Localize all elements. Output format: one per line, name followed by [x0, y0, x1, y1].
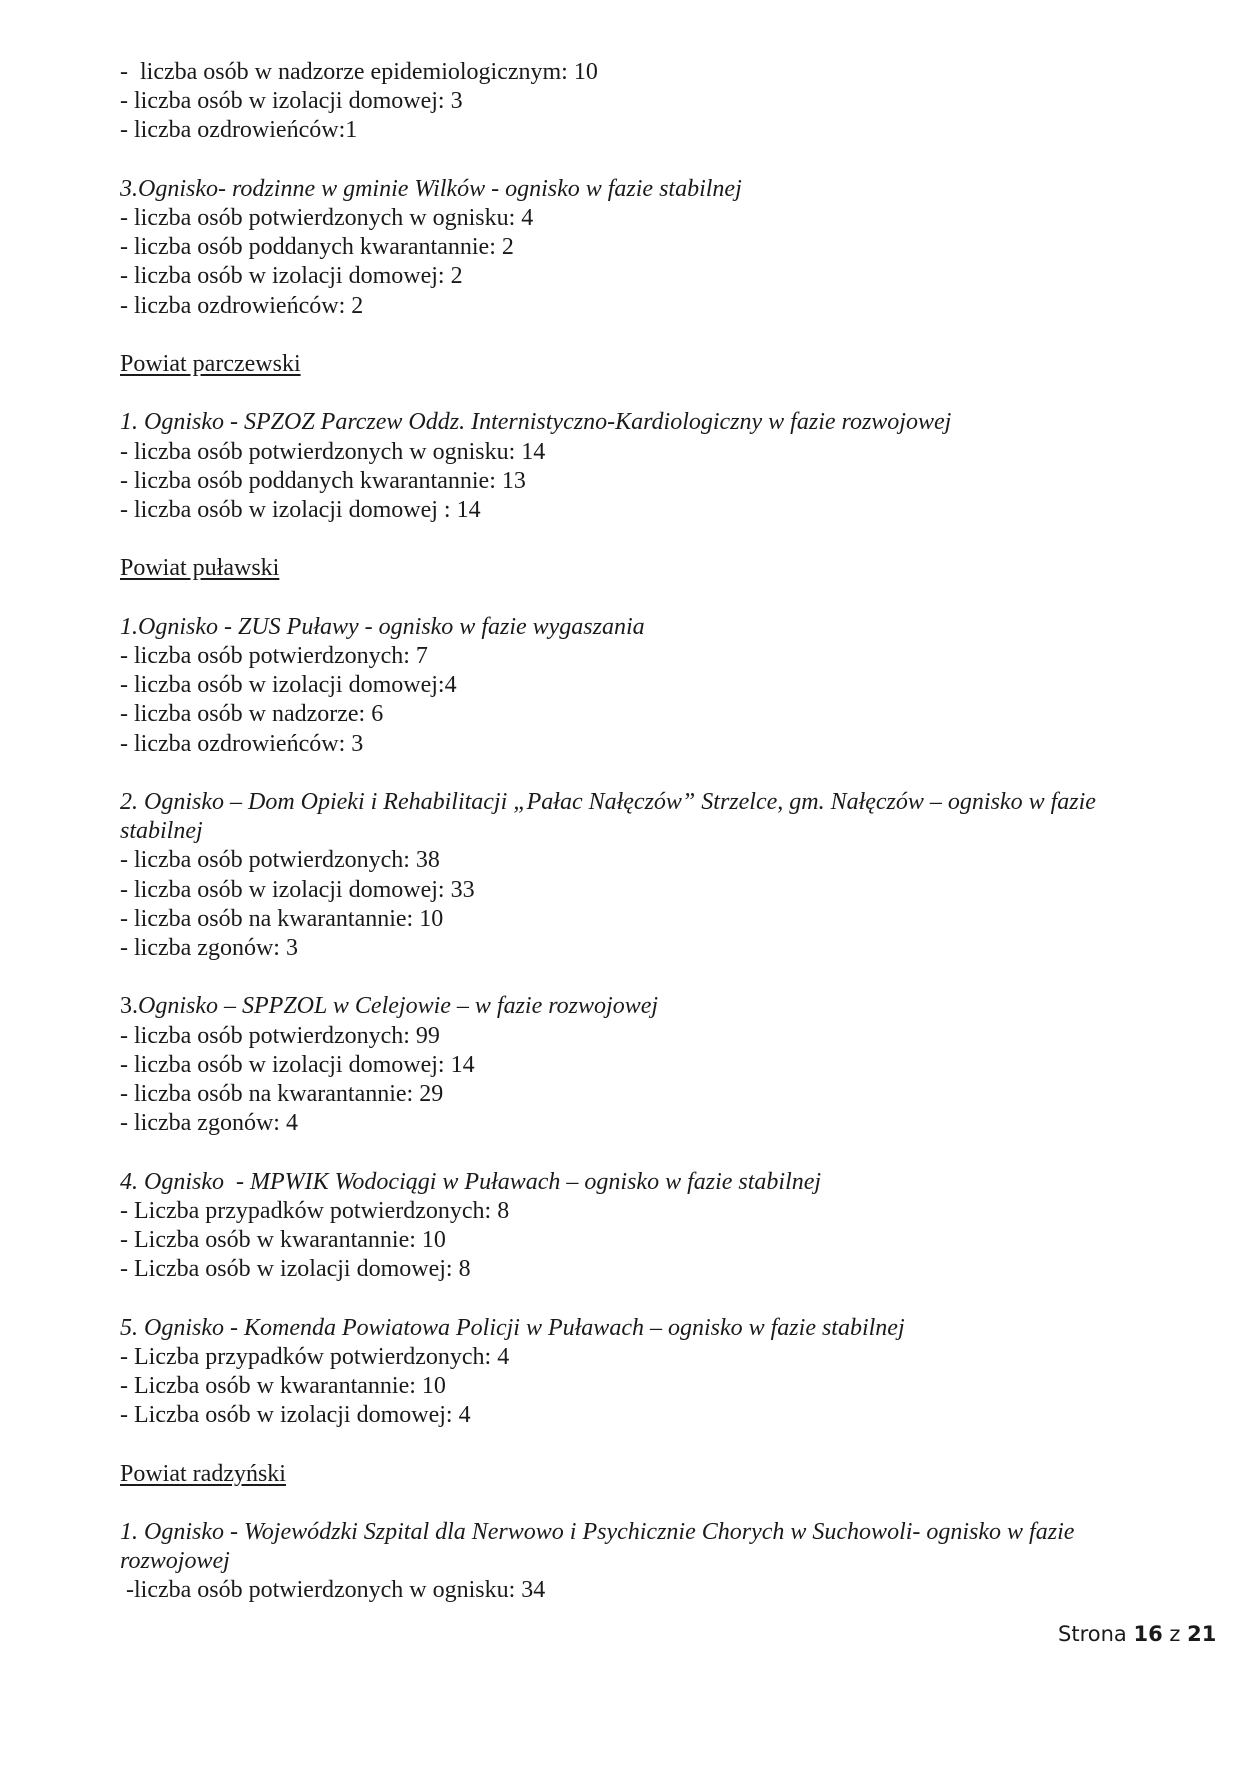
focus-zus-pulawy — [120, 613, 1160, 759]
stat-line: - liczba osób potwierdzonych: 7 — [120, 642, 428, 669]
stat-line: - liczba osób w izolacji domowej: 33 — [120, 876, 475, 903]
section-heading-pulawski: Powiat puławski — [120, 555, 280, 582]
focus-suchowola — [120, 1518, 1160, 1606]
stat-line: - liczba osób w izolacji domowej:4 — [120, 672, 457, 699]
current-page-number: 16 — [1133, 1622, 1163, 1646]
stat-line: - liczba osób poddanych kwarantannie: 13 — [120, 467, 526, 494]
focus-wilkow — [120, 175, 1160, 321]
stat-line: - liczba ozdrowieńców: 2 — [120, 292, 364, 319]
focus-kpp-pulawy — [120, 1314, 1160, 1431]
focus-title: 1. Ognisko - Wojewódzki Szpital dla Nerwowo i Psychicznie Chorych w Suchowoli- ognisko w fazie rozwojowej — [120, 1518, 1075, 1575]
stat-line: - Liczba osób w kwarantannie: 10 — [120, 1227, 446, 1253]
section-heading-radzynski: Powiat radzyński — [120, 1460, 286, 1487]
document-body — [120, 58, 1160, 1606]
total-pages-number: 21 — [1187, 1622, 1217, 1646]
page-label: Strona — [1058, 1622, 1127, 1646]
stat-line: - liczba zgonów: 3 — [120, 935, 298, 961]
stat-line: - liczba osób potwierdzonych: 99 — [120, 1022, 440, 1049]
stat-line: - liczba osób poddanych kwarantannie: 2 — [120, 234, 514, 261]
page-number-footer — [1058, 1622, 1216, 1646]
stat-line: - liczba ozdrowieńców: 3 — [120, 730, 364, 757]
stat-line: - Liczba przypadków potwierdzonych: 4 — [120, 1343, 510, 1370]
stat-line: - Liczba przypadków potwierdzonych: 8 — [120, 1197, 510, 1224]
focus-title: 1. Ognisko - SPZOZ Parczew Oddz. Internistyczno-Kardiologiczny w fazie rozwojowej — [120, 409, 952, 436]
stat-line: - liczba osób w izolacji domowej: 3 — [120, 88, 463, 115]
focus-celejow — [120, 992, 1160, 1138]
stat-line: - Liczba osób w izolacji domowej: 4 — [120, 1402, 471, 1429]
stat-line: - liczba osób w izolacji domowej: 2 — [120, 263, 463, 290]
stat-line: - liczba osób w nadzorze epidemiologicznym: 10 — [120, 59, 598, 85]
stat-line: - Liczba osób w kwarantannie: 10 — [120, 1373, 446, 1399]
focus-mpwik — [120, 1168, 1160, 1285]
stat-line: - liczba ozdrowieńców:1 — [120, 117, 358, 144]
stat-line: - liczba osób w nadzorze: 6 — [120, 701, 384, 728]
stat-line: - liczba osób potwierdzonych: 38 — [120, 847, 440, 874]
stat-line: - Liczba osób w izolacji domowej: 8 — [120, 1256, 471, 1283]
focus-title: Ognisko – SPPZOL w Celejowie – w fazie rozwojowej — [138, 993, 659, 1020]
stat-line: - liczba osób w izolacji domowej: 14 — [120, 1051, 475, 1078]
section-heading-parczewski: Powiat parczewski — [120, 351, 301, 377]
stat-line: - liczba osób w izolacji domowej : 14 — [120, 497, 481, 523]
stat-line: - liczba osób potwierdzonych w ognisku: 4 — [120, 205, 534, 231]
stat-line: - liczba zgonów: 4 — [120, 1110, 298, 1137]
stat-line: -liczba osób potwierdzonych w ognisku: 34 — [120, 1577, 546, 1604]
focus-title-row — [120, 992, 1160, 1021]
stat-line: - liczba osób na kwarantannie: 10 — [120, 905, 444, 932]
focus-title: 1.Ognisko - ZUS Puławy - ognisko w fazie wygaszania — [120, 613, 645, 640]
focus-title: 4. Ognisko - MPWIK Wodociągi w Puławach – ognisko w fazie stabilnej — [120, 1168, 822, 1195]
focus-title: 5. Ognisko - Komenda Powiatowa Policji w Puławach – ognisko w fazie stabilnej — [120, 1314, 905, 1341]
stat-line: - liczba osób potwierdzonych w ognisku: 14 — [120, 438, 546, 465]
focus-continuation — [120, 58, 1160, 146]
focus-title: 3.Ognisko- rodzinne w gminie Wilków - ognisko w fazie stabilnej — [120, 175, 742, 202]
focus-parczew — [120, 408, 1160, 525]
focus-title: 2. Ognisko – Dom Opieki i Rehabilitacji „Pałac Nałęczów” Strzelce, gm. Nałęczów – ognisko w fazie stabilnej — [120, 788, 1096, 845]
page-separator: z — [1169, 1622, 1181, 1646]
focus-number: 3. — [120, 993, 138, 1020]
stat-line: - liczba osób na kwarantannie: 29 — [120, 1081, 444, 1107]
focus-palac-naleczow — [120, 788, 1160, 963]
